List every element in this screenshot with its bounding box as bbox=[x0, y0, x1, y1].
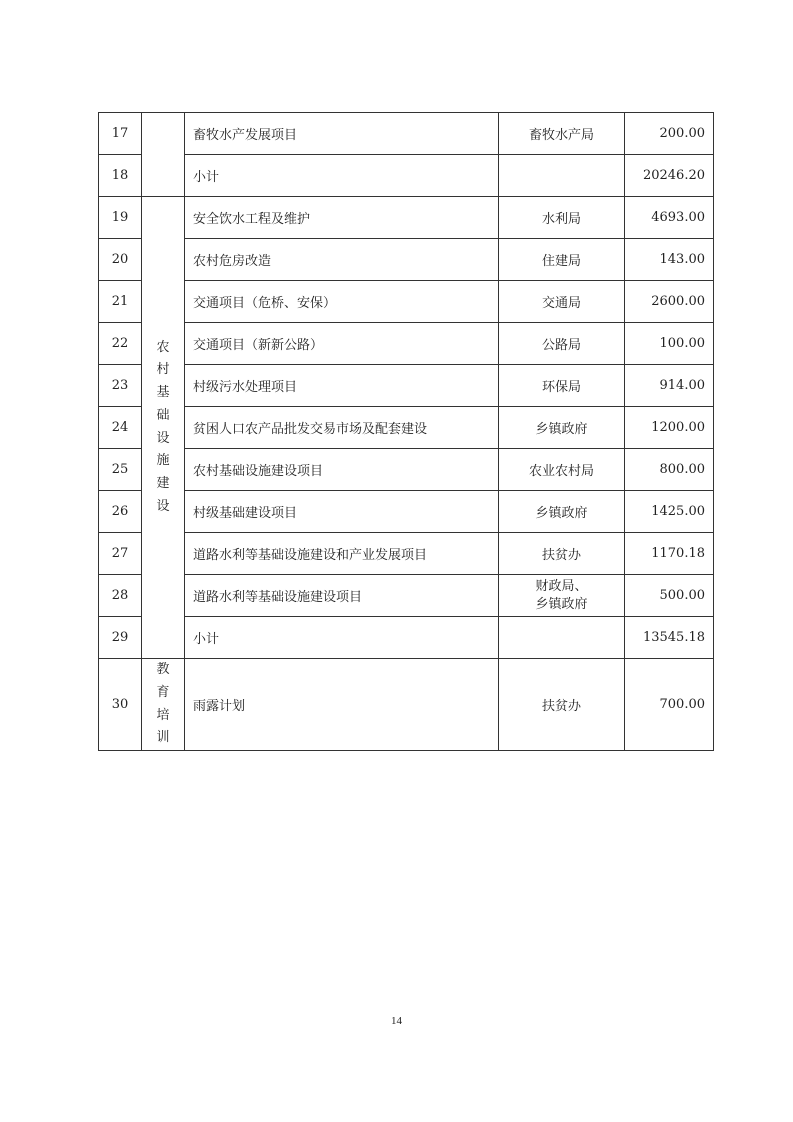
category-cell bbox=[142, 197, 185, 659]
department bbox=[499, 575, 625, 617]
table-row bbox=[99, 449, 714, 491]
row-number: 27 bbox=[99, 533, 142, 575]
table-row bbox=[99, 113, 714, 155]
row-number: 19 bbox=[99, 197, 142, 239]
row-number: 26 bbox=[99, 491, 142, 533]
amount: 13545.18 bbox=[625, 617, 714, 659]
department: 乡镇政府 bbox=[499, 407, 625, 449]
row-number: 28 bbox=[99, 575, 142, 617]
row-number: 30 bbox=[99, 659, 142, 751]
department bbox=[499, 617, 625, 659]
table-row bbox=[99, 155, 714, 197]
amount: 4693.00 bbox=[625, 197, 714, 239]
project-name: 村级污水处理项目 bbox=[185, 365, 499, 407]
department: 水利局 bbox=[499, 197, 625, 239]
amount: 800.00 bbox=[625, 449, 714, 491]
row-number: 18 bbox=[99, 155, 142, 197]
department: 交通局 bbox=[499, 281, 625, 323]
amount: 500.00 bbox=[625, 575, 714, 617]
department: 乡镇政府 bbox=[499, 491, 625, 533]
row-number: 23 bbox=[99, 365, 142, 407]
project-name: 安全饮水工程及维护 bbox=[185, 197, 499, 239]
table-row bbox=[99, 197, 714, 239]
department bbox=[499, 155, 625, 197]
amount: 143.00 bbox=[625, 239, 714, 281]
row-number: 24 bbox=[99, 407, 142, 449]
project-name: 农村危房改造 bbox=[185, 239, 499, 281]
project-name: 雨露计划 bbox=[185, 659, 499, 751]
project-name: 小计 bbox=[185, 155, 499, 197]
department: 环保局 bbox=[499, 365, 625, 407]
row-number: 25 bbox=[99, 449, 142, 491]
category-label: 教育培训 bbox=[156, 662, 170, 746]
table-row bbox=[99, 239, 714, 281]
project-name: 交通项目（危桥、安保） bbox=[185, 281, 499, 323]
table-row bbox=[99, 323, 714, 365]
table-row bbox=[99, 281, 714, 323]
page-number: 14 bbox=[391, 1015, 402, 1027]
project-name: 贫困人口农产品批发交易市场及配套建设 bbox=[185, 407, 499, 449]
department: 住建局 bbox=[499, 239, 625, 281]
row-number: 22 bbox=[99, 323, 142, 365]
department: 畜牧水产局 bbox=[499, 113, 625, 155]
amount: 100.00 bbox=[625, 323, 714, 365]
department-line: 财政局、 bbox=[535, 578, 588, 594]
project-name: 农村基础设施建设项目 bbox=[185, 449, 499, 491]
row-number: 21 bbox=[99, 281, 142, 323]
project-name: 交通项目（新新公路） bbox=[185, 323, 499, 365]
department: 公路局 bbox=[499, 323, 625, 365]
project-name: 道路水利等基础设施建设和产业发展项目 bbox=[185, 533, 499, 575]
department: 扶贫办 bbox=[499, 659, 625, 751]
project-name: 村级基础建设项目 bbox=[185, 491, 499, 533]
amount: 20246.20 bbox=[625, 155, 714, 197]
table-row bbox=[99, 617, 714, 659]
row-number: 29 bbox=[99, 617, 142, 659]
department-line: 乡镇政府 bbox=[535, 596, 588, 612]
department: 农业农村局 bbox=[499, 449, 625, 491]
table-row bbox=[99, 533, 714, 575]
department: 扶贫办 bbox=[499, 533, 625, 575]
amount: 700.00 bbox=[625, 659, 714, 751]
amount: 200.00 bbox=[625, 113, 714, 155]
amount: 1200.00 bbox=[625, 407, 714, 449]
category-label: 农村基础设施建设 bbox=[156, 339, 170, 514]
amount: 2600.00 bbox=[625, 281, 714, 323]
table-row bbox=[99, 575, 714, 617]
table-row bbox=[99, 365, 714, 407]
row-number: 20 bbox=[99, 239, 142, 281]
table-row bbox=[99, 491, 714, 533]
row-number: 17 bbox=[99, 113, 142, 155]
project-table bbox=[98, 112, 714, 751]
amount: 914.00 bbox=[625, 365, 714, 407]
amount: 1425.00 bbox=[625, 491, 714, 533]
category-cell bbox=[142, 113, 185, 197]
table-row bbox=[99, 407, 714, 449]
project-name: 畜牧水产发展项目 bbox=[185, 113, 499, 155]
category-cell bbox=[142, 659, 185, 751]
amount: 1170.18 bbox=[625, 533, 714, 575]
project-name: 道路水利等基础设施建设项目 bbox=[185, 575, 499, 617]
table-row bbox=[99, 659, 714, 751]
project-name: 小计 bbox=[185, 617, 499, 659]
